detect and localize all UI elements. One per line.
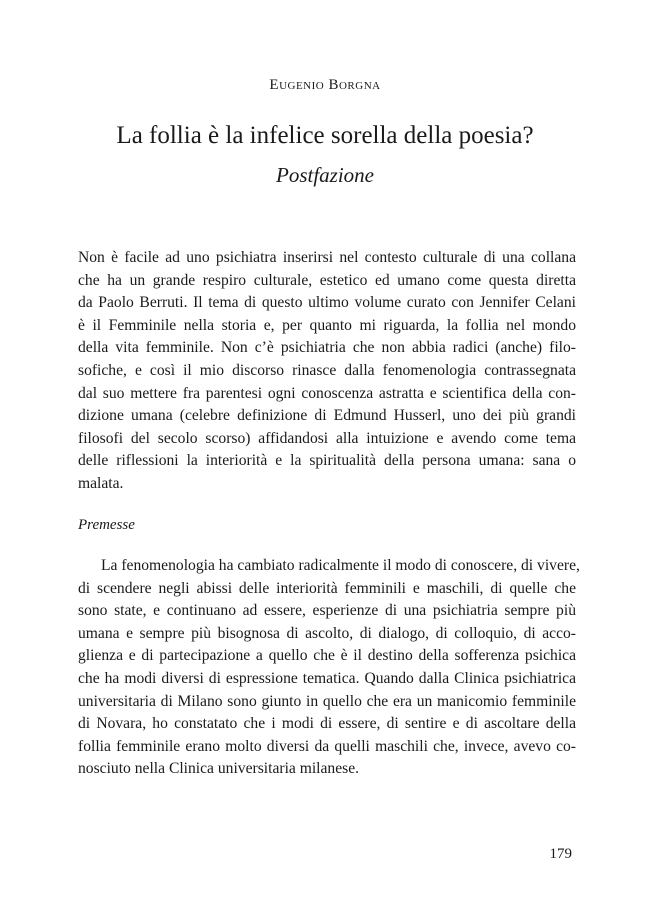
section-paragraph	[78, 555, 580, 781]
text-line: malata.	[78, 474, 124, 492]
text-line: che ha modi diversi di espressione tematica. Quando dalla Clinica psichiatrica	[78, 669, 576, 687]
text-line: da Paolo Berruti. Il tema di questo ultimo volume curato con Jennifer Celani	[78, 294, 576, 312]
text-line: Non è facile ad uno psichiatra inserirsi nel contesto culturale di una collana	[78, 249, 576, 266]
text-line: sofiche, e così il mio discorso rinasce dalla fenomenologia contrassegnata	[78, 361, 576, 379]
section-heading: Premesse	[78, 517, 135, 533]
text-line: delle riflessioni la interiorità e la spiritualità della persona umana: sana o	[78, 452, 576, 470]
text-line: della vita femminile. Non c’è psichiatria che non abbia radici (anche) filo-	[78, 339, 576, 357]
text-line: dizione umana (celebre definizione di Edmund Husserl, uno dei più grandi	[78, 407, 576, 425]
text-line: che ha un grande respiro culturale, estetico ed umano come questa diretta	[78, 271, 576, 289]
intro-paragraph	[78, 247, 576, 496]
chapter-subtitle: Postfazione	[276, 163, 374, 187]
text-line: universitaria di Milano sono giunto in quello che era un manicomio femminile	[78, 692, 576, 710]
text-line: sono state, e continuano ad essere, esperienze di una psichiatria sempre più	[78, 602, 576, 620]
page-number: 179	[549, 846, 572, 862]
text-line: follia femminile erano molto diversi da quelli maschili che, invece, avevo co-	[78, 737, 576, 755]
text-line: nosciuto nella Clinica universitaria milanese.	[78, 760, 360, 778]
chapter-title: La follia è la infelice sorella della poesia?	[116, 122, 534, 149]
text-line: glienza e di partecipazione a quello che è il destino della sofferenza psichica	[78, 647, 576, 665]
text-line: dal suo mettere fra parentesi ogni conoscenza astratta e scientifica della con-	[78, 384, 576, 402]
text-line: umana e sempre più bisognosa di ascolto, di dialogo, di colloquio, di acco-	[78, 624, 576, 642]
text-line: di scendere negli abissi delle interiorità femminili e maschili, di quelle che	[78, 579, 576, 597]
text-line: La fenomenologia ha cambiato radicalmente il modo di conoscere, di vivere,	[101, 557, 580, 574]
author-name: Eugenio Borgna	[269, 77, 381, 93]
text-line: di Novara, ho constatato che i modi di essere, di sentire e di ascoltare della	[78, 715, 576, 733]
text-line: è il Femminile nella storia e, per quanto mi riguarda, la follia nel mondo	[78, 316, 576, 334]
text-line: filosofi del secolo scorso) affidandosi alla intuizione e avendo come tema	[78, 429, 576, 447]
